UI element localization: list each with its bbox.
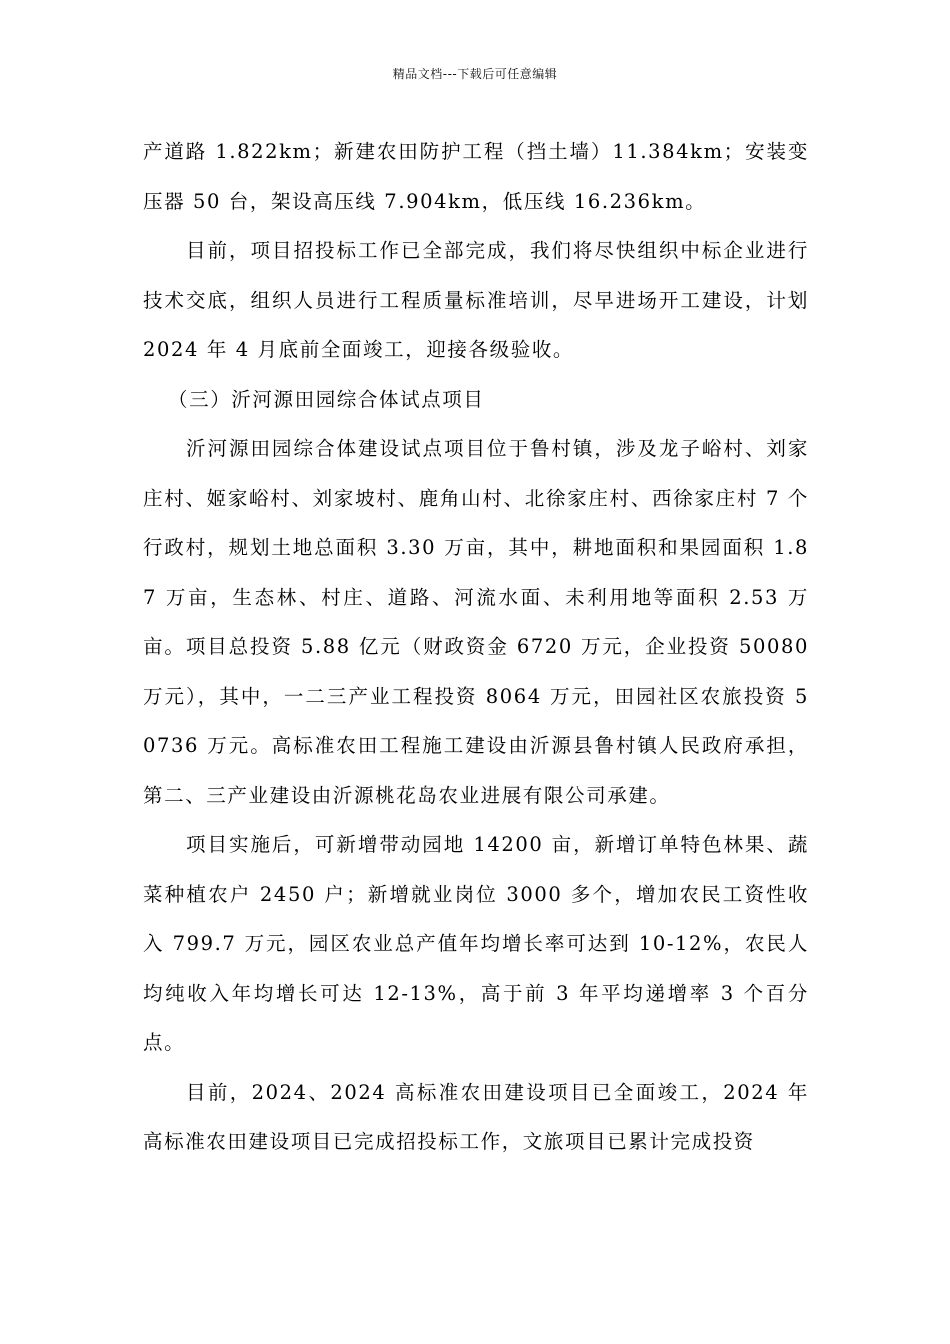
section-heading: （三）沂河源田园综合体试点项目 xyxy=(168,387,485,411)
paragraph-bidding-status: 目前，项目招投标工作已全部完成，我们将尽快组织中标企业进行技术交底，组织人员进行工程质量标准培训，尽早进场开工建设，计划 2024 年 4 月底前全面竣工，迎接各级验收。 xyxy=(143,239,809,361)
paragraph-project-overview: 沂河源田园综合体建设试点项目位于鲁村镇，涉及龙子峪村、刘家庄村、姬家峪村、刘家坡村、鹿角山村、北徐家庄村、西徐家庄村 7 个行政村，规划土地总面积 3.30 万亩，其中，耕地面积和果园面积 1.87 万亩，生态林、村庄、道路、河流水面、未利用地等面积 2.53 万亩。项目总投资 5.88 亿元（财政资金 6720 万元，企业投资 50080 万元），其中，一二三产业工程投资 8064 万元，田园社区农旅投资 50736 万元。高标准农田工程施工建设由沂源县鲁村镇人民政府承担，第二、三产业建设由沂源桃花岛农业进展有限公司承建。 xyxy=(143,437,809,807)
paragraph-continuation: 产道路 1.822km；新建农田防护工程（挡土墙）11.384km；安装变压器 50 台，架设高压线 7.904km，低压线 16.236km。 xyxy=(143,140,809,213)
paragraph-project-benefits: 项目实施后，可新增带动园地 14200 亩，新增订单特色林果、蔬菜种植农户 2450 户；新增就业岗位 3000 多个，增加农民工资性收入 799.7 万元，园区农业总产值年均增长率可达到 10-12%，农民人均纯收入年均增长可达 12-13%，高于前 3 年平均递增率 3 个百分点。 xyxy=(143,833,809,1054)
page-header: 精品文档---下载后可任意编辑 xyxy=(392,67,558,81)
paragraph-current-progress: 目前，2024、2024 高标准农田建设项目已全面竣工，2024 年高标准农田建设项目已完成招投标工作，文旅项目已累计完成投资 xyxy=(143,1080,809,1153)
document-body xyxy=(143,127,809,1167)
